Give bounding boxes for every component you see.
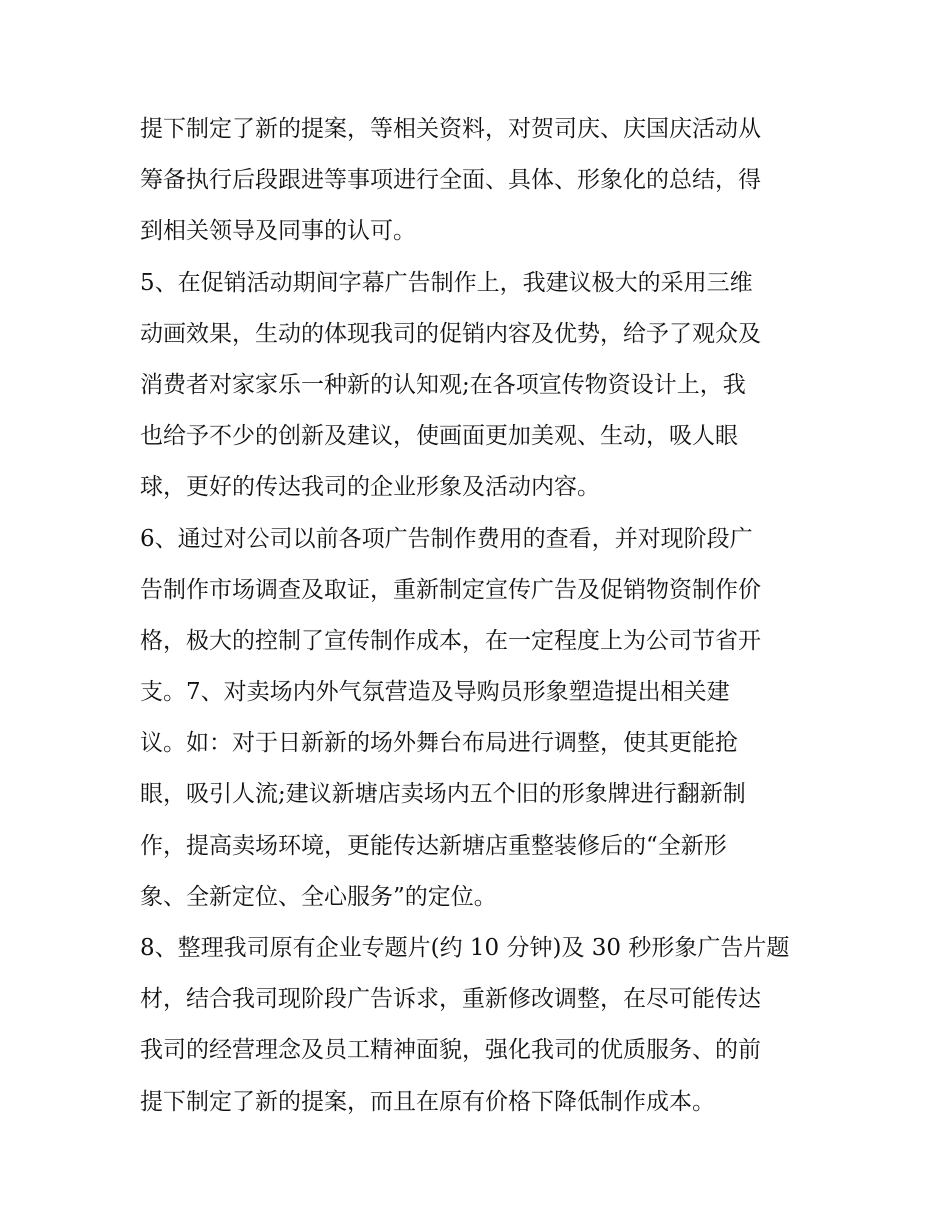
text-line: 提下制定了新的提案，而且在原有价格下降低制作成本。 xyxy=(140,1088,715,1115)
text-line: 材，结合我司现阶段广告诉求，重新修改调整，在尽可能传达 xyxy=(140,986,761,1013)
text-line: 议。如：对于日新新的场外舞台布局进行调整，使其更能抢 xyxy=(140,730,738,757)
text-line: 也给予不少的创新及建议，使画面更加美观、生动，吸人眼 xyxy=(140,423,738,450)
text-line: 支。7、对卖场内外气氛营造及导购员形象塑造提出相关建 xyxy=(140,679,730,706)
text-line: 到相关领导及同事的认可。 xyxy=(140,218,416,245)
text-line: 筹备执行后段跟进等事项进行全面、具体、形象化的总结，得 xyxy=(140,167,761,194)
text-line: 告制作市场调查及取证，重新制定宣传广告及促销物资制作价 xyxy=(140,576,761,603)
text-line: 我司的经营理念及员工精神面貌，强化我司的优质服务、的前 xyxy=(140,1037,761,1064)
text-line: 动画效果，生动的体现我司的促销内容及优势，给予了观众及 xyxy=(140,320,761,347)
text-line: 提下制定了新的提案，等相关资料，对贺司庆、庆国庆活动从 xyxy=(140,116,761,142)
text-line: 眼，吸引人流;建议新塘店卖场内五个旧的形象牌进行翻新制 xyxy=(140,781,746,808)
text-line: 5、在促销活动期间字幕广告制作上，我建议极大的采用三维 xyxy=(140,269,753,296)
text-line: 象、全新定位、全心服务”的定位。 xyxy=(140,883,497,910)
text-line: 消费者对家家乐一种新的认知观;在各项宣传物资设计上，我 xyxy=(140,371,746,398)
text-line: 8、整理我司原有企业专题片(约 10 分钟)及 30 秒形象广告片题 xyxy=(140,935,790,961)
text-line: 格，极大的控制了宣传制作成本，在一定程度上为公司节省开 xyxy=(140,627,761,654)
text-line: 球，更好的传达我司的企业形象及活动内容。 xyxy=(140,474,600,501)
text-line: 6、通过对公司以前各项广告制作费用的查看，并对现阶段广 xyxy=(140,525,753,552)
body-text xyxy=(140,104,820,1128)
text-line: 作，提高卖场环境，更能传达新塘店重整装修后的“全新形 xyxy=(140,832,727,859)
